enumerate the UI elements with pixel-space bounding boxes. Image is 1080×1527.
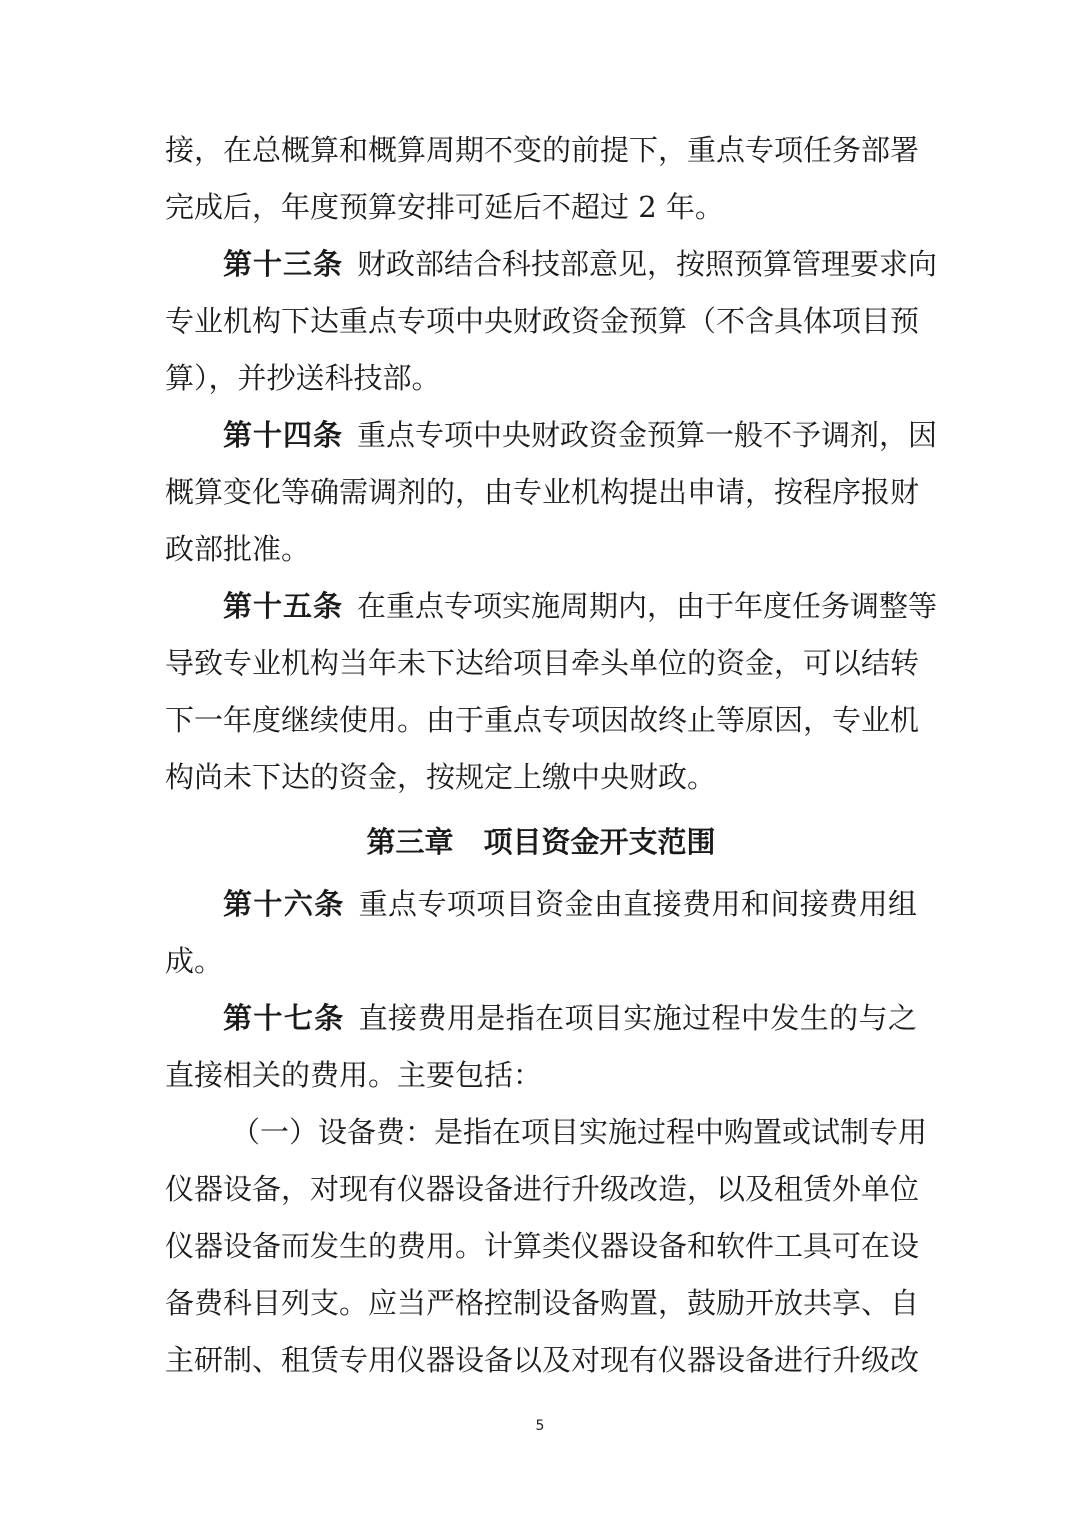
text-line: 成。 (165, 944, 224, 978)
article-14-heading: 第十四条 (223, 418, 344, 452)
article-15-heading: 第十五条 (223, 589, 344, 623)
chapter-number: 第三章 (366, 825, 454, 859)
text-line: 仪器设备，对现有仪器设备进行升级改造，以及租赁外单位 (165, 1172, 920, 1206)
article-13-heading: 第十三条 (223, 247, 344, 281)
text-line: 专业机构下达重点专项中央财政资金预算（不含具体项目预 (165, 304, 920, 338)
text-line: 接，在总概算和概算周期不变的前提下，重点专项任务部署 (165, 133, 920, 167)
text-line: 直接相关的费用。主要包括： (165, 1058, 543, 1092)
text-line: 政部批准。 (165, 532, 311, 566)
text-line: 完成后，年度预算安排可延后不超过 2 年。 (165, 190, 724, 224)
page-number: 5 (535, 1418, 545, 1434)
article-14-line: 第十四条 重点专项中央财政资金预算一般不予调剂，因 (223, 418, 938, 452)
article-16-heading: 第十六条 (223, 887, 345, 921)
chapter-title: 项目资金开支范围 (483, 825, 716, 859)
article-16-line: 第十六条 重点专项项目资金由直接费用和间接费用组 (223, 887, 917, 921)
text-line: 主研制、租赁专用仪器设备以及对现有仪器设备进行升级改 (165, 1343, 920, 1377)
article-15-line: 第十五条 在重点专项实施周期内，由于年度任务调整等 (223, 589, 938, 623)
text-line: 下一年度继续使用。由于重点专项因故终止等原因，专业机 (165, 703, 920, 737)
text-line: 概算变化等确需调剂的，由专业机构提出申请，按程序报财 (165, 475, 920, 509)
text-line: 仪器设备而发生的费用。计算类仪器设备和软件工具可在设 (165, 1229, 920, 1263)
article-17-heading: 第十七条 (223, 1001, 345, 1035)
text-line: 备费科目列支。应当严格控制设备购置，鼓励开放共享、自 (165, 1286, 920, 1320)
article-13-line: 第十三条 财政部结合科技部意见，按照预算管理要求向 (223, 247, 938, 281)
chapter-heading (165, 808, 917, 876)
page-body (165, 122, 938, 1389)
article-17-line: 第十七条 直接费用是指在项目实施过程中发生的与之 (223, 1001, 917, 1035)
text-line: 算），并抄送科技部。 (165, 361, 441, 395)
item-1-line: （一）设备费：是指在项目实施过程中购置或试制专用 (231, 1115, 928, 1149)
text-line: 构尚未下达的资金，按规定上缴中央财政。 (165, 760, 717, 794)
text-line: 导致专业机构当年未下达给项目牵头单位的资金，可以结转 (165, 646, 920, 680)
